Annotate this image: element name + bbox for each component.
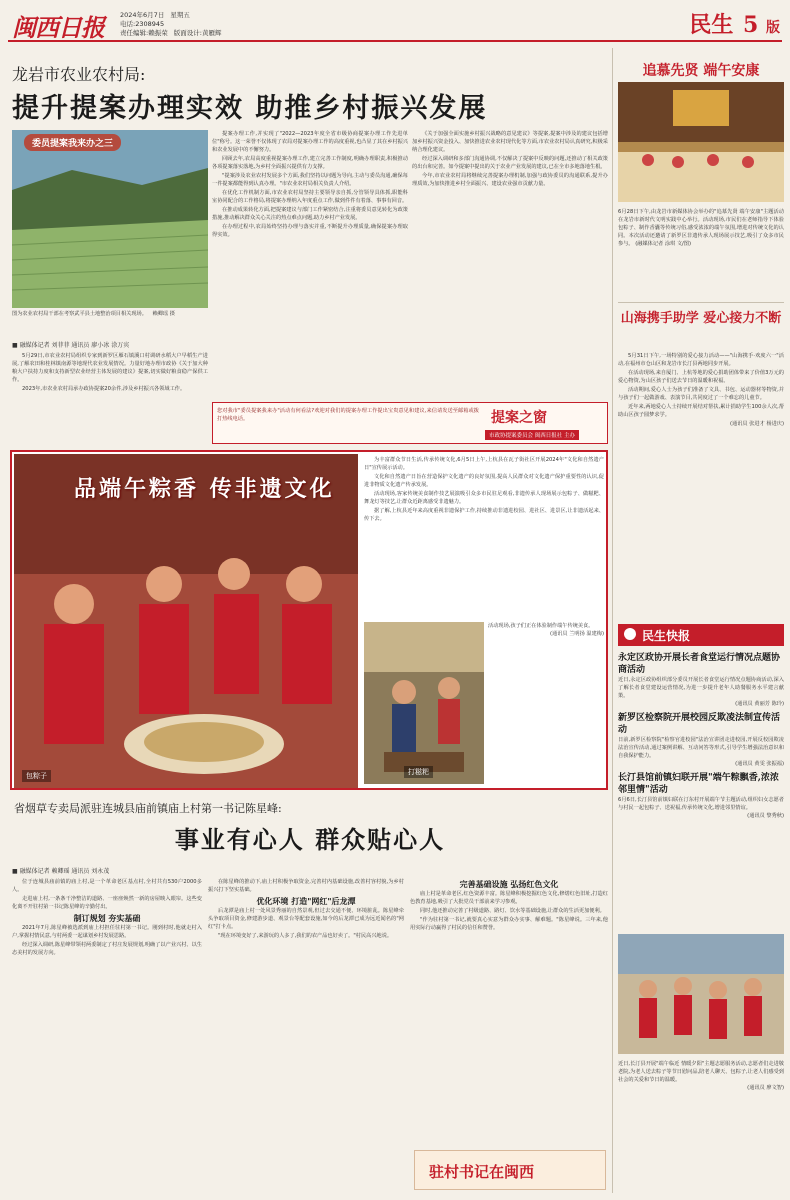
divider [618, 302, 784, 303]
bottom-col1 [12, 878, 202, 1190]
brief-header [618, 624, 784, 646]
paragraph: 在活动现场,来自厦门、上杭等地的爱心捐助团体带来了价值3万元的爱心物资,为山区孩子们送去节日的温暖和祝福。 [618, 370, 784, 384]
editor-text: 责任编辑:赖振荣 [120, 29, 168, 37]
notice-text: 您对我市"委员提案我来办"活动有何看法?欢迎对我们的提案办理工作提出宝贵意见和建议,来信请发送至邮箱或拨打热线电话。 [217, 408, 479, 422]
top-byline: ■ 融媒体记者 刘菲菲 通讯员 廖小冰 涂万宾 [12, 342, 130, 349]
caption-text: 6月28日下午,由龙岩市新媒体协会举办的"追慕先贤 端午安康"主题活动在龙岩市新时代文明实践中心举行。活动现场,市民们在老师指导下体验包粽子、制作香囊等传统习俗,感受浓浓的端午氛围,增进对传统文化的认同。本次活动还邀请了新罗区非遗传承人现场展示技艺,吸引了众多市民参与。 [618, 209, 784, 247]
paragraph: 经过深入调研和多部门沟通协调,不仅解决了提案中反映的问题,还推动了相关政策的出台和完善。如今提案中提出的关于农业产业发展的建议,已在全市多地落地生根。 [412, 156, 608, 170]
right-photo-label: 打糍粑 [404, 766, 433, 778]
brief-list [618, 652, 784, 872]
paragraph: 2021年7月,陈星峰被选派到庙上村担任驻村第一书记。刚到村时,他就走村入户,掌握村情民意,与村两委一起谋划乡村发展思路。 [12, 925, 202, 939]
event-photo-image [618, 82, 784, 202]
brief-body: 6月6日,长汀县馆前镇妇联在汀东村开展端午节主题活动,组织妇女志愿者与村民一起包粽子、送祝福,传承传统文化,增进邻里情谊。 [618, 797, 784, 811]
right1-photo [618, 82, 784, 202]
brief-body: 近日,永定区政协组织部分委员开展长者食堂运行情况点题协商活动,深入了解长者食堂建设运营情况,为进一步提升老年人助餐服务水平建言献策。 [618, 677, 784, 699]
farm-photo-image [12, 130, 208, 308]
paragraph: 在陈星峰的推动下,庙上村积极争取资金,完善村内基础设施,改善村容村貌,为乡村振兴打下坚实基础。 [208, 879, 404, 893]
caption-credit: (通讯员 兰明扬 温建梅) [549, 631, 604, 637]
brief-item [618, 652, 784, 708]
paragraph: 5月29日,市农业农村局组织专家到新罗区雁石镇溪口村调研水稻大户早稻生产进展,了解农田和桂林镇南源等地现代农业发展情况。力量好地办理市政协《关于加大种粮大户扶持力度和支持新型农业经营主体发展的建议》提案,切实做好粮食稳产保供工作。 [12, 353, 208, 383]
caption-credit: 赖卿瑶 摄 [152, 311, 175, 317]
masthead [8, 6, 782, 42]
column-tag: 驻村书记在闽西 [429, 1163, 535, 1181]
brief-credit: (通讯员 黄雯 张振福) [735, 761, 784, 767]
paragraph: 庙上村是革命老区,红色资源丰富。陈星峰积极挖掘红色文化,修缮红色旧址,打造红色教育基地,吸引了大批党员干部前来学习参观。 [410, 891, 608, 905]
sub-heading: 完善基础设施 弘扬红色文化 [459, 879, 559, 889]
top-col3 [412, 130, 608, 360]
caption-credit: (通讯员 廖文智) [747, 1085, 784, 1091]
brief-credit: (通讯员 黎秀秋) [747, 813, 784, 819]
paragraph: 活动期间,爱心人士为孩子们准备了文具、书包、运动器材等物资,并与孩子们一起做游戏、表演节目,共同度过了一个难忘的儿童节。 [618, 387, 784, 401]
right1-headline: 追慕先贤 端午安康 [642, 63, 760, 79]
paragraph: 走进庙上村,一条条干净整洁的道路、一座座焕然一新的房屋映入眼帘。这些变化离不开驻村第一书记陈星峰的辛勤付出。 [12, 896, 202, 910]
brief-body: 日前,新罗区检察院"检察官进校园"法治宣讲团走进校园,开展反校园欺凌法治宣传活动,通过案例讲解、互动问答等形式,引导学生增强法治意识和自我保护能力。 [618, 737, 784, 759]
caption-credit: (融媒体记者 涂琪 文/图) [635, 241, 692, 247]
dumpling-making-photo [14, 454, 358, 788]
sub-heading: 优化环境 打造"网红"后龙潭 [256, 896, 356, 906]
page-number: 5 [743, 12, 759, 38]
paragraph: 在优化工作机制方面,市农业农村局坚持主要领导亲自抓,分管领导具体抓,职能科室协同配合的工作格局,将提案办理纳入年度重点工作,做到件件有着落、事事有回音。 [212, 190, 408, 204]
right1-caption [618, 208, 784, 298]
section-name [689, 8, 780, 39]
issue-date [120, 10, 190, 19]
brief-tag: 民生快报 [642, 629, 691, 643]
date-text: 2024年6月7日 [120, 11, 165, 19]
top-headline: 提升提案办理实效 助推乡村振兴发展 [12, 93, 488, 124]
paragraph: 近年来,两地爱心人士持续开展结对帮扶,累计捐助学生100余人次,帮助山区孩子圆梦求学。 [618, 404, 784, 418]
paragraph: 提案办理工作,并实现了"2022—2023年度全省市级协商提案办理工作先进单位"称号。这一荣誉不仅体现了农局对提案办理工作的高度重视,也凸显了其在乡村振兴和农业发展中的不懈努力。 [212, 131, 408, 153]
credit: (通讯员 张进才 杨进庆) [729, 421, 784, 427]
tel-text: 电话:2308945 [120, 20, 165, 28]
bottom-byline: ■ 融媒体记者 赖卿瑶 通讯员 刘永茂 [12, 868, 110, 875]
paragraph: 文化和自然遗产日旨在营造保护文化遗产的良好氛围,提高人民群众对文化遗产保护重要性的认识,促进非物质文化遗产传承发展。 [364, 474, 604, 488]
bottom-kicker: 省烟草专卖局派驻连城县庙前镇庙上村第一书记陈星峰: [14, 802, 282, 815]
ciba-making-photo [364, 622, 484, 784]
paragraph: 同时,他还推动完善了村级道路、路灯、饮水等基础设施,让群众的生活更加便利。 [420, 908, 605, 914]
right2-headline [618, 310, 784, 328]
caption-text: 近日,长汀县开展"端午临近 情暖夕阳"主题志愿服务活动,志愿者们走进敬老院,为老人送去粽子等节日慰问品,陪老人聊天、包粽子,让老人们感受到社会的关爱和节日的温暖。 [618, 1061, 784, 1083]
paragraph: 后龙潭是庙上村一处风景秀丽的自然景观,但过去交通不便、环境脏乱。陈星峰牵头争取项目资金,修建游步道、观景台等配套设施,如今的后龙潭已成为远近闻名的"网红"打卡点。 [208, 908, 404, 930]
photo-tag: 委员提案我来办之三 [24, 134, 121, 151]
brief-title: 新罗区检察院开展校园反欺凌法制宣传活动 [618, 713, 781, 735]
paragraph: 2023年,市农业农村局承办政协提案20余件,涉及乡村振兴各领域工作。 [22, 386, 186, 392]
top-photo-caption [12, 310, 208, 332]
brief-item [618, 772, 784, 820]
paragraph: 在推动成果转化方面,把提案建议与部门工作紧密结合,注重将委员意见转化为政策措施,推动解决群众关心关注的热点难点问题,助力乡村产业发展。 [212, 207, 408, 221]
proof-text: 版面设计:黄雁辉 [173, 29, 222, 37]
paragraph: 回顾去年,农局高度重视提案办理工作,建立完善工作制度,明确办理职责,积极推动各项提案落实落地,为乡村全面振兴提供有力支撑。 [212, 156, 408, 170]
paragraph: 为丰富群众节日生活,传承传统文化,6月5日上午,上杭县在瓦子街社区开展2024年"文化和自然遗产日"宣传展示活动。 [364, 457, 604, 471]
brief-title: 长汀县馆前镇妇联开展"端午粽飘香,浓浓邻里情"活动 [618, 773, 779, 795]
mid-text [364, 456, 604, 616]
volunteer-photo-image [618, 934, 784, 1054]
left-photo-label: 包粽子 [22, 770, 51, 782]
paragraph: 活动现场,客家传统美食制作技艺展演吸引众多市民驻足观看,非遗传承人现场展示包粽子、做糍粑、舞龙灯等技艺,让群众近距离感受非遗魅力。 [364, 491, 604, 505]
mid-small-photo [364, 622, 484, 784]
bottom-col3 [410, 878, 608, 1146]
paragraph: "现在环境变好了,来游玩的人多了,我们的农产品也好卖了。"村民高兴地说。 [218, 933, 393, 939]
brief-title: 永定区政协开展长者食堂运行情况点题协商活动 [618, 653, 781, 675]
right2-headline-text: 山海携手助学 爱心接力不断 [620, 311, 782, 326]
brief-credit: (通讯员 黄丽芳 陈玲) [735, 701, 784, 707]
top-col1 [12, 352, 208, 442]
weekday-text: 星期五 [170, 11, 190, 19]
bottom-headline: 事业有心人 群众贴心人 [174, 825, 446, 854]
bottom-right-photo [618, 934, 784, 1054]
column-divider [612, 48, 613, 1193]
paragraph: 经过深入调研,陈星峰带领村两委制定了村庄发展规划,明确了以产业兴村、以生态美村的发展方向。 [12, 942, 202, 956]
page-suffix: 版 [766, 20, 780, 36]
bottom-right-caption [618, 1060, 784, 1192]
paragraph: 在办理过程中,农局始终坚持办理与落实并重,不断提升办理质量,确保提案办理取得实效。 [212, 224, 408, 238]
bottom-col2 [208, 878, 404, 1190]
notice-tag: 提案之窗 [491, 410, 547, 426]
top-photo [12, 130, 208, 308]
paragraph: 位于连城县庙前镇的庙上村,是一个革命老区基点村,全村共有530户2000多人。 [12, 879, 202, 893]
paragraph: 5月31日下午,一场特别的爱心接力活动——"山海携手·欢度六一"活动,在福州市仓山区和龙岩市长汀县两地同步开展。 [618, 353, 784, 367]
top-kicker: 龙岩市农业农村局: [12, 65, 146, 84]
paragraph: "提案涉及农业农村发展多个方面,我们坚持以问题为导向,主动与委员沟通,确保每一件提案都能得到认真办理。"市农业农村局相关负责人介绍。 [212, 173, 408, 187]
caption-text: 图为农业农村局干部在考察武平县土地整治项目相关现场。 [12, 311, 147, 317]
section-label: 民生 [689, 12, 734, 38]
right2-body [618, 352, 784, 602]
paragraph: 《关于加强全面实施乡村振兴战略的意见建议》等提案,提案中涉及的建议包括增加乡村振兴资金投入、加快推进农业农村现代化等方面,市农业农村局认真研究,积极采纳合理化建议。 [412, 131, 608, 153]
proposal-notice-box [212, 402, 608, 444]
brief-item [618, 712, 784, 768]
sub-heading: 制订规划 夯实基础 [73, 913, 141, 923]
brief-icon [624, 628, 636, 640]
notice-sub: 市政协提案委员会 闽西日报社 主办 [485, 430, 579, 440]
editors [120, 28, 221, 37]
paragraph: "作为驻村第一书记,就要真心实意为群众办实事、解难题。"陈星峰说。三年来,他用实际行动赢得了村民的信任和赞誉。 [410, 917, 608, 931]
paragraph: 今年,市农业农村局将继续完善提案办理机制,加强与政协委员的沟通联系,提升办理质效,为加快推进乡村全面振兴、建设农业强市贡献力量。 [412, 173, 608, 187]
logo: 闽西日报 [12, 13, 104, 42]
paragraph: 据了解,上杭县近年来高度重视非遗保护工作,持续推动非遗进校园、进社区、进景区,让非遗活起来、传下去。 [364, 508, 604, 522]
caption-text: 活动现场,孩子们正在体验制作端午传统美食。 [488, 623, 594, 629]
mid-caption [488, 622, 604, 782]
mid-feature [10, 450, 608, 790]
mid-main-photo [14, 454, 358, 788]
top-col2 [212, 130, 408, 402]
mid-banner: 品端午粽香 传非遗文化 [74, 476, 335, 502]
column-tag-box [414, 1150, 606, 1190]
